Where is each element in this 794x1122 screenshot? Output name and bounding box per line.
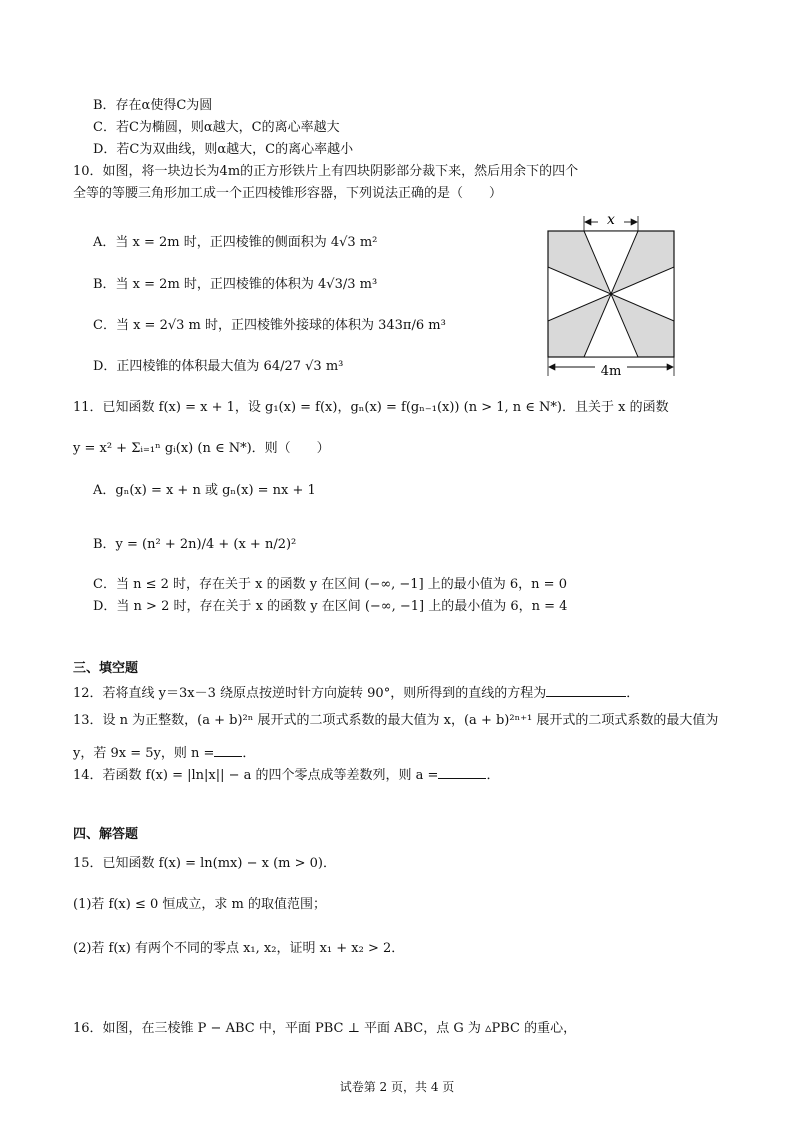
q10-option-d: D．正四棱锥的体积最大值为 64/27 √3 m³ <box>93 359 344 374</box>
q10-stem-line2: 全等的等腰三角形加工成一个正四棱锥形容器，下列说法正确的是（ ） <box>73 186 503 201</box>
q11-stem-line1: 11．已知函数 f(x) = x + 1，设 g₁(x) = f(x)，gₙ(x) = f(gₙ₋₁(x)) (n > 1, n ∈ N*)．且关于 x 的函数 <box>73 400 669 415</box>
q11-option-a: A．gₙ(x) = x + n 或 gₙ(x) = nx + 1 <box>93 483 316 498</box>
figure-label-x: x <box>607 212 615 228</box>
q13-line2: y，若 9x = 5y，则 n = <box>73 746 215 761</box>
q10-option-a: A．当 x = 2m 时，正四棱锥的侧面积为 4√3 m² <box>93 235 378 250</box>
q12-answer-blank[interactable] <box>546 682 626 697</box>
section3-title: 三、填空题 <box>73 661 139 676</box>
q10-option-b: B．当 x = 2m 时，正四棱锥的体积为 4√3/3 m³ <box>93 277 378 292</box>
q11-stem-line2: y = x² + Σᵢ₌₁ⁿ gᵢ(x) (n ∈ N*)．则（ ） <box>73 441 330 456</box>
q9-option-c: C．若C为椭圆，则α越大，C的离心率越大 <box>93 120 340 135</box>
q16-stem: 16．如图，在三棱锥 P − ABC 中，平面 PBC ⊥ 平面 ABC，点 G 为 ▵PBC 的重心， <box>73 1021 577 1036</box>
page-footer: 试卷第 2 页，共 4 页 <box>339 1080 455 1094</box>
q10-figure <box>540 210 690 378</box>
q14-text: 14．若函数 f(x) = |ln|x|| − a 的四个零点成等差数列，则 a = ． <box>73 764 499 785</box>
q14-stem: 14．若函数 f(x) = |ln|x|| − a 的四个零点成等差数列，则 a = <box>73 768 439 783</box>
q9-option-b: B．存在α使得C为圆 <box>93 98 213 113</box>
q13-line1: 13．设 n 为正整数，(a + b)²ⁿ 展开式的二项式系数的最大值为 x，(a + b)²ⁿ⁺¹ 展开式的二项式系数的最大值为 <box>73 713 719 728</box>
q15-part2: (2)若 f(x) 有两个不同的零点 x₁, x₂，证明 x₁ + x₂ > 2． <box>73 941 405 956</box>
section4-title: 四、解答题 <box>73 827 139 842</box>
q11-option-c: C．当 n ≤ 2 时，存在关于 x 的函数 y 在区间 (−∞, −1] 上的最小值为 6，n = 0 <box>93 577 567 592</box>
q10-option-c: C．当 x = 2√3 m 时，正四棱锥外接球的体积为 343π/6 m³ <box>93 318 446 333</box>
q13-line2-wrap: y，若 9x = 5y，则 n = ． <box>73 742 255 763</box>
q12-text: 12．若将直线 y＝3x－3 绕原点按逆时针方向旋转 90°，则所得到的直线的方程为 ． <box>73 682 639 703</box>
q12-stem: 12．若将直线 y＝3x－3 绕原点按逆时针方向旋转 90°，则所得到的直线的方程为 <box>73 686 547 701</box>
q14-answer-blank[interactable] <box>438 764 486 779</box>
q9-option-d: D．若C为双曲线，则α越大，C的离心率越小 <box>93 142 354 157</box>
q15-stem: 15．已知函数 f(x) = ln(mx) − x (m > 0)． <box>73 856 336 871</box>
q15-part1: (1)若 f(x) ≤ 0 恒成立，求 m 的取值范围； <box>73 897 326 912</box>
q13-answer-blank[interactable] <box>214 742 242 757</box>
q10-stem-line1: 10．如图，将一块边长为4m的正方形铁片上有四块阴影部分裁下来，然后用余下的四个 <box>73 164 579 179</box>
figure-label-4m: 4m <box>600 364 622 378</box>
q11-option-b: B．y = (n² + 2n)/4 + (x + n/2)² <box>93 537 297 552</box>
q11-option-d: D．当 n > 2 时，存在关于 x 的函数 y 在区间 (−∞, −1] 上的最小值为 6，n = 4 <box>93 599 568 614</box>
